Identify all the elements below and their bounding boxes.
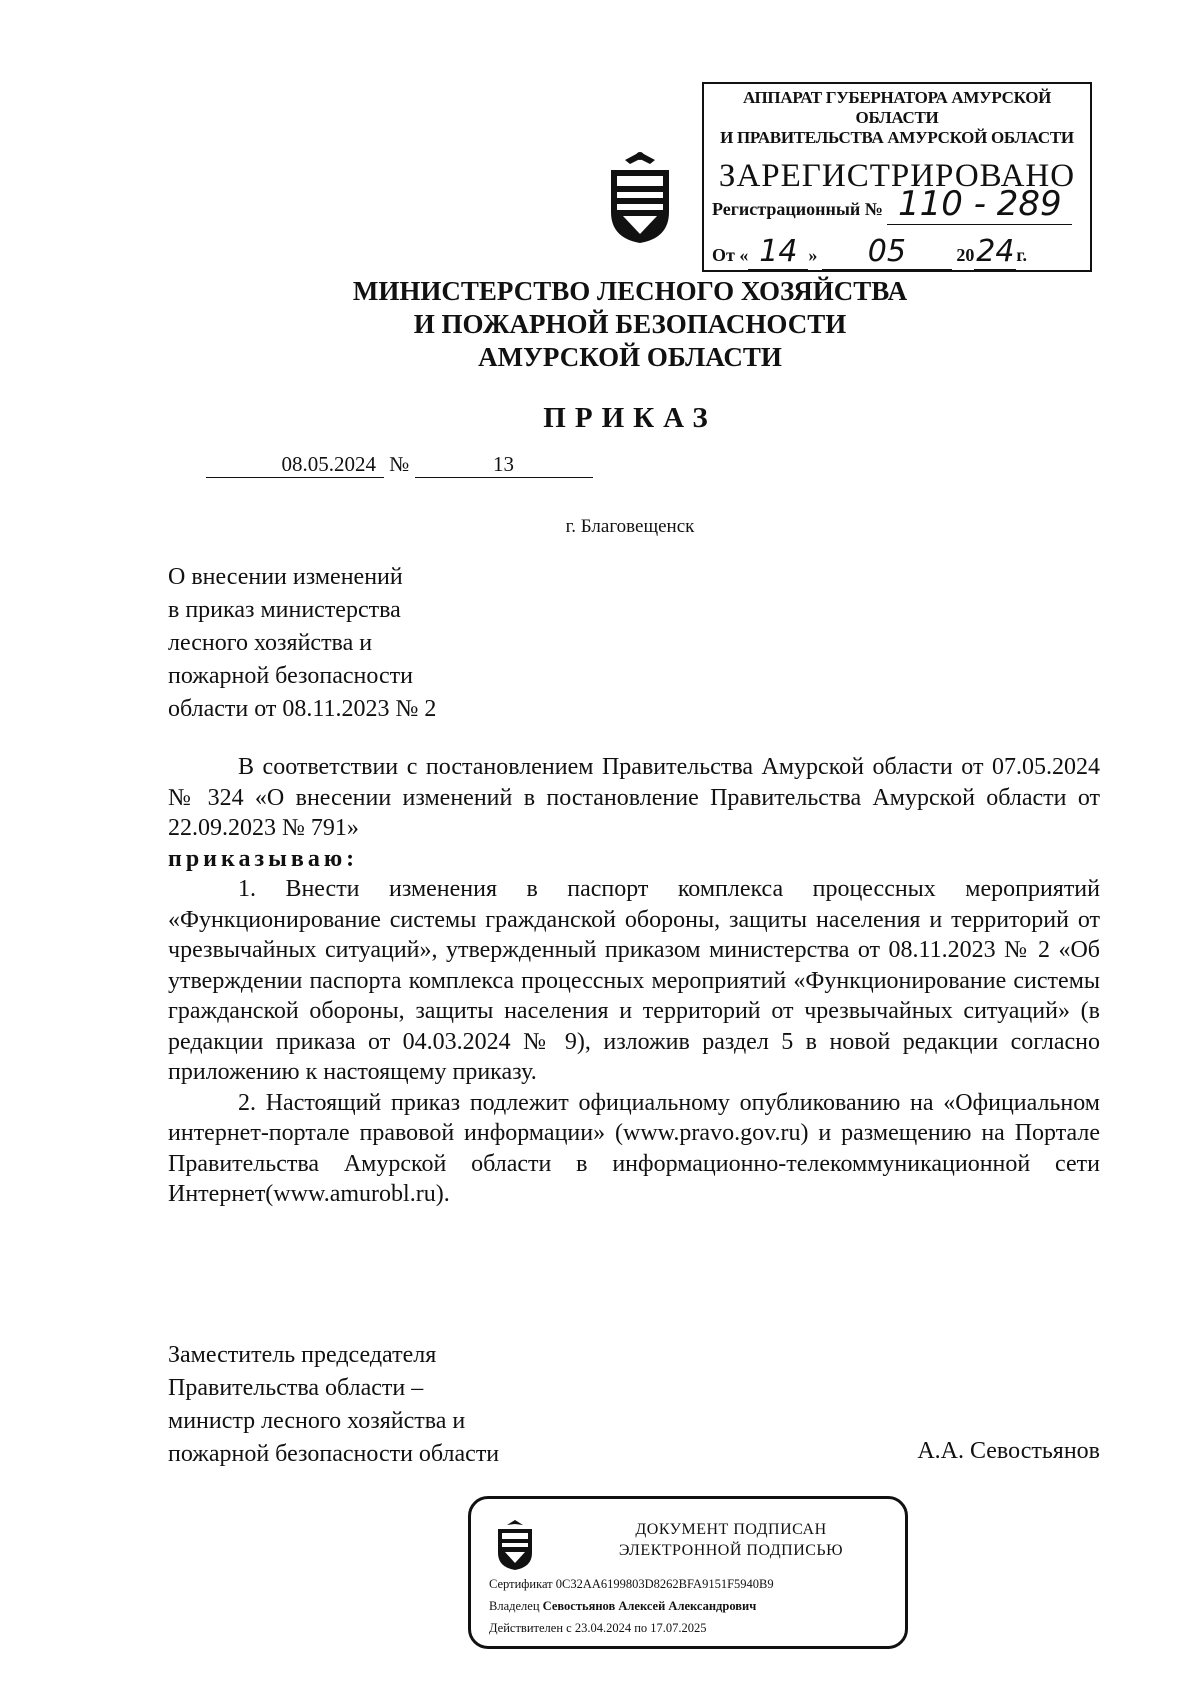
city: г. Благовещенск [565,516,695,537]
signer-line3: министр лесного хозяйства и [168,1408,466,1434]
esign-emblem-icon [495,1519,535,1571]
order-number: 13 [415,452,593,478]
signer-line2: Правительства области – [168,1375,424,1401]
order-word: приказываю: [168,845,359,872]
subject-line3: лесного хозяйства и [168,630,373,656]
item-1: 1. Внести изменения в паспорт комплекса процессных мероприятий «Функционирование системы гражданской обороны, защиты населения и территорий от чрезвычайных ситуаций», утвержденный приказом министерства от 08.11.2023 № 2 «Об утверждении паспорта комплекса процессных мероприятий «Функционирование системы гражданской обороны, защиты населения и территорий от чрезвычайных ситуаций» (в редакции приказа от 04.03.2024 № 9), изложив раздел 5 в новой редакции согласно приложению к настоящему приказу. [168,876,1100,1085]
ministry-name [300,275,960,374]
esign-valid: с 23.04.2024 по 17.07.2025 [566,1621,707,1635]
esign-cert: 0C32AA6199803D8262BFA9151F5940B9 [555,1577,774,1591]
stamp-reg-label: Регистрационный № [712,199,883,219]
preamble: В соответствии с постановлением Правительства Амурской области от 07.05.2024 № 324 «О внесении изменений в постановление Правительства Амурской области от 22.09.2023 № 791» [168,754,1100,841]
stamp-year-g: г. [1016,245,1027,265]
stamp-month: 05 [822,234,952,270]
subject-line5: области от 08.11.2023 № 2 [168,696,437,722]
stamp-year-prefix: 20 [956,245,975,265]
stamp-org-line2: И ПРАВИТЕЛЬСТВА АМУРСКОЙ ОБЛАСТИ [720,128,1074,147]
ministry-line2: И ПОЖАРНОЙ БЕЗОПАСНОСТИ [413,309,847,339]
esign-owner-label: Владелец [489,1599,540,1613]
ministry-line1: МИНИСТЕРСТВО ЛЕСНОГО ХОЗЯЙСТВА [352,276,908,306]
esign-cert-row [489,1577,774,1592]
stamp-quote-close: » [808,245,818,265]
stamp-day: 14 [748,234,808,270]
order-number-label: № [389,452,410,476]
esign-owner-row [489,1599,756,1614]
order-date: 08.05.2024 [206,452,384,478]
order-body [168,752,1100,1210]
subject-line4: пожарной безопасности [168,663,413,689]
subject-line2: в приказ министерства [168,597,401,623]
esign-title1: ДОКУМЕНТ ПОДПИСАН [635,1521,827,1538]
ministry-line3: АМУРСКОЙ ОБЛАСТИ [478,342,782,372]
order-subject [168,561,528,726]
esign-valid-label: Действителен [489,1621,564,1635]
stamp-registered: ЗАРЕГИСТРИРОВАНО [718,158,1076,194]
signer-name: А.А. Севостьянов [917,1438,1100,1464]
signer-position [168,1339,499,1471]
signer-line1: Заместитель председателя [168,1342,437,1368]
signer-line4: пожарной безопасности области [168,1441,500,1467]
subject-line1: О внесении изменений [168,564,403,590]
stamp-org-line1: АППАРАТ ГУБЕРНАТОРА АМУРСКОЙ ОБЛАСТИ [742,88,1052,127]
item-2: 2. Настоящий приказ подлежит официальному опубликованию на «Официальном интернет-портале правовой информации» (www.pravo.gov.ru) и размещению на Портале Правительства Амурской области в информационно-телекоммуникационной сети Интернет(www.amurobl.ru). [168,1089,1100,1207]
esign-title2: ЭЛЕКТРОННОЙ ПОДПИСЬЮ [618,1542,844,1559]
registration-stamp [702,82,1092,272]
document-type: ПРИКАЗ [543,402,717,434]
esign-owner: Севостьянов Алексей Александрович [542,1599,757,1613]
stamp-from-label: От « [712,245,749,265]
esign-cert-label: Сертификат [489,1577,553,1591]
order-date-number [206,452,593,478]
stamp-reg-row [712,184,1072,225]
esign-title [581,1519,881,1561]
stamp-year-suffix: 24 [976,234,1015,269]
coat-of-arms-emblem [605,150,675,245]
stamp-date-row [712,234,1027,270]
esign-valid-row [489,1621,707,1636]
electronic-signature-stamp [468,1496,908,1649]
stamp-reg-number: 110 - 289 [887,184,1072,225]
